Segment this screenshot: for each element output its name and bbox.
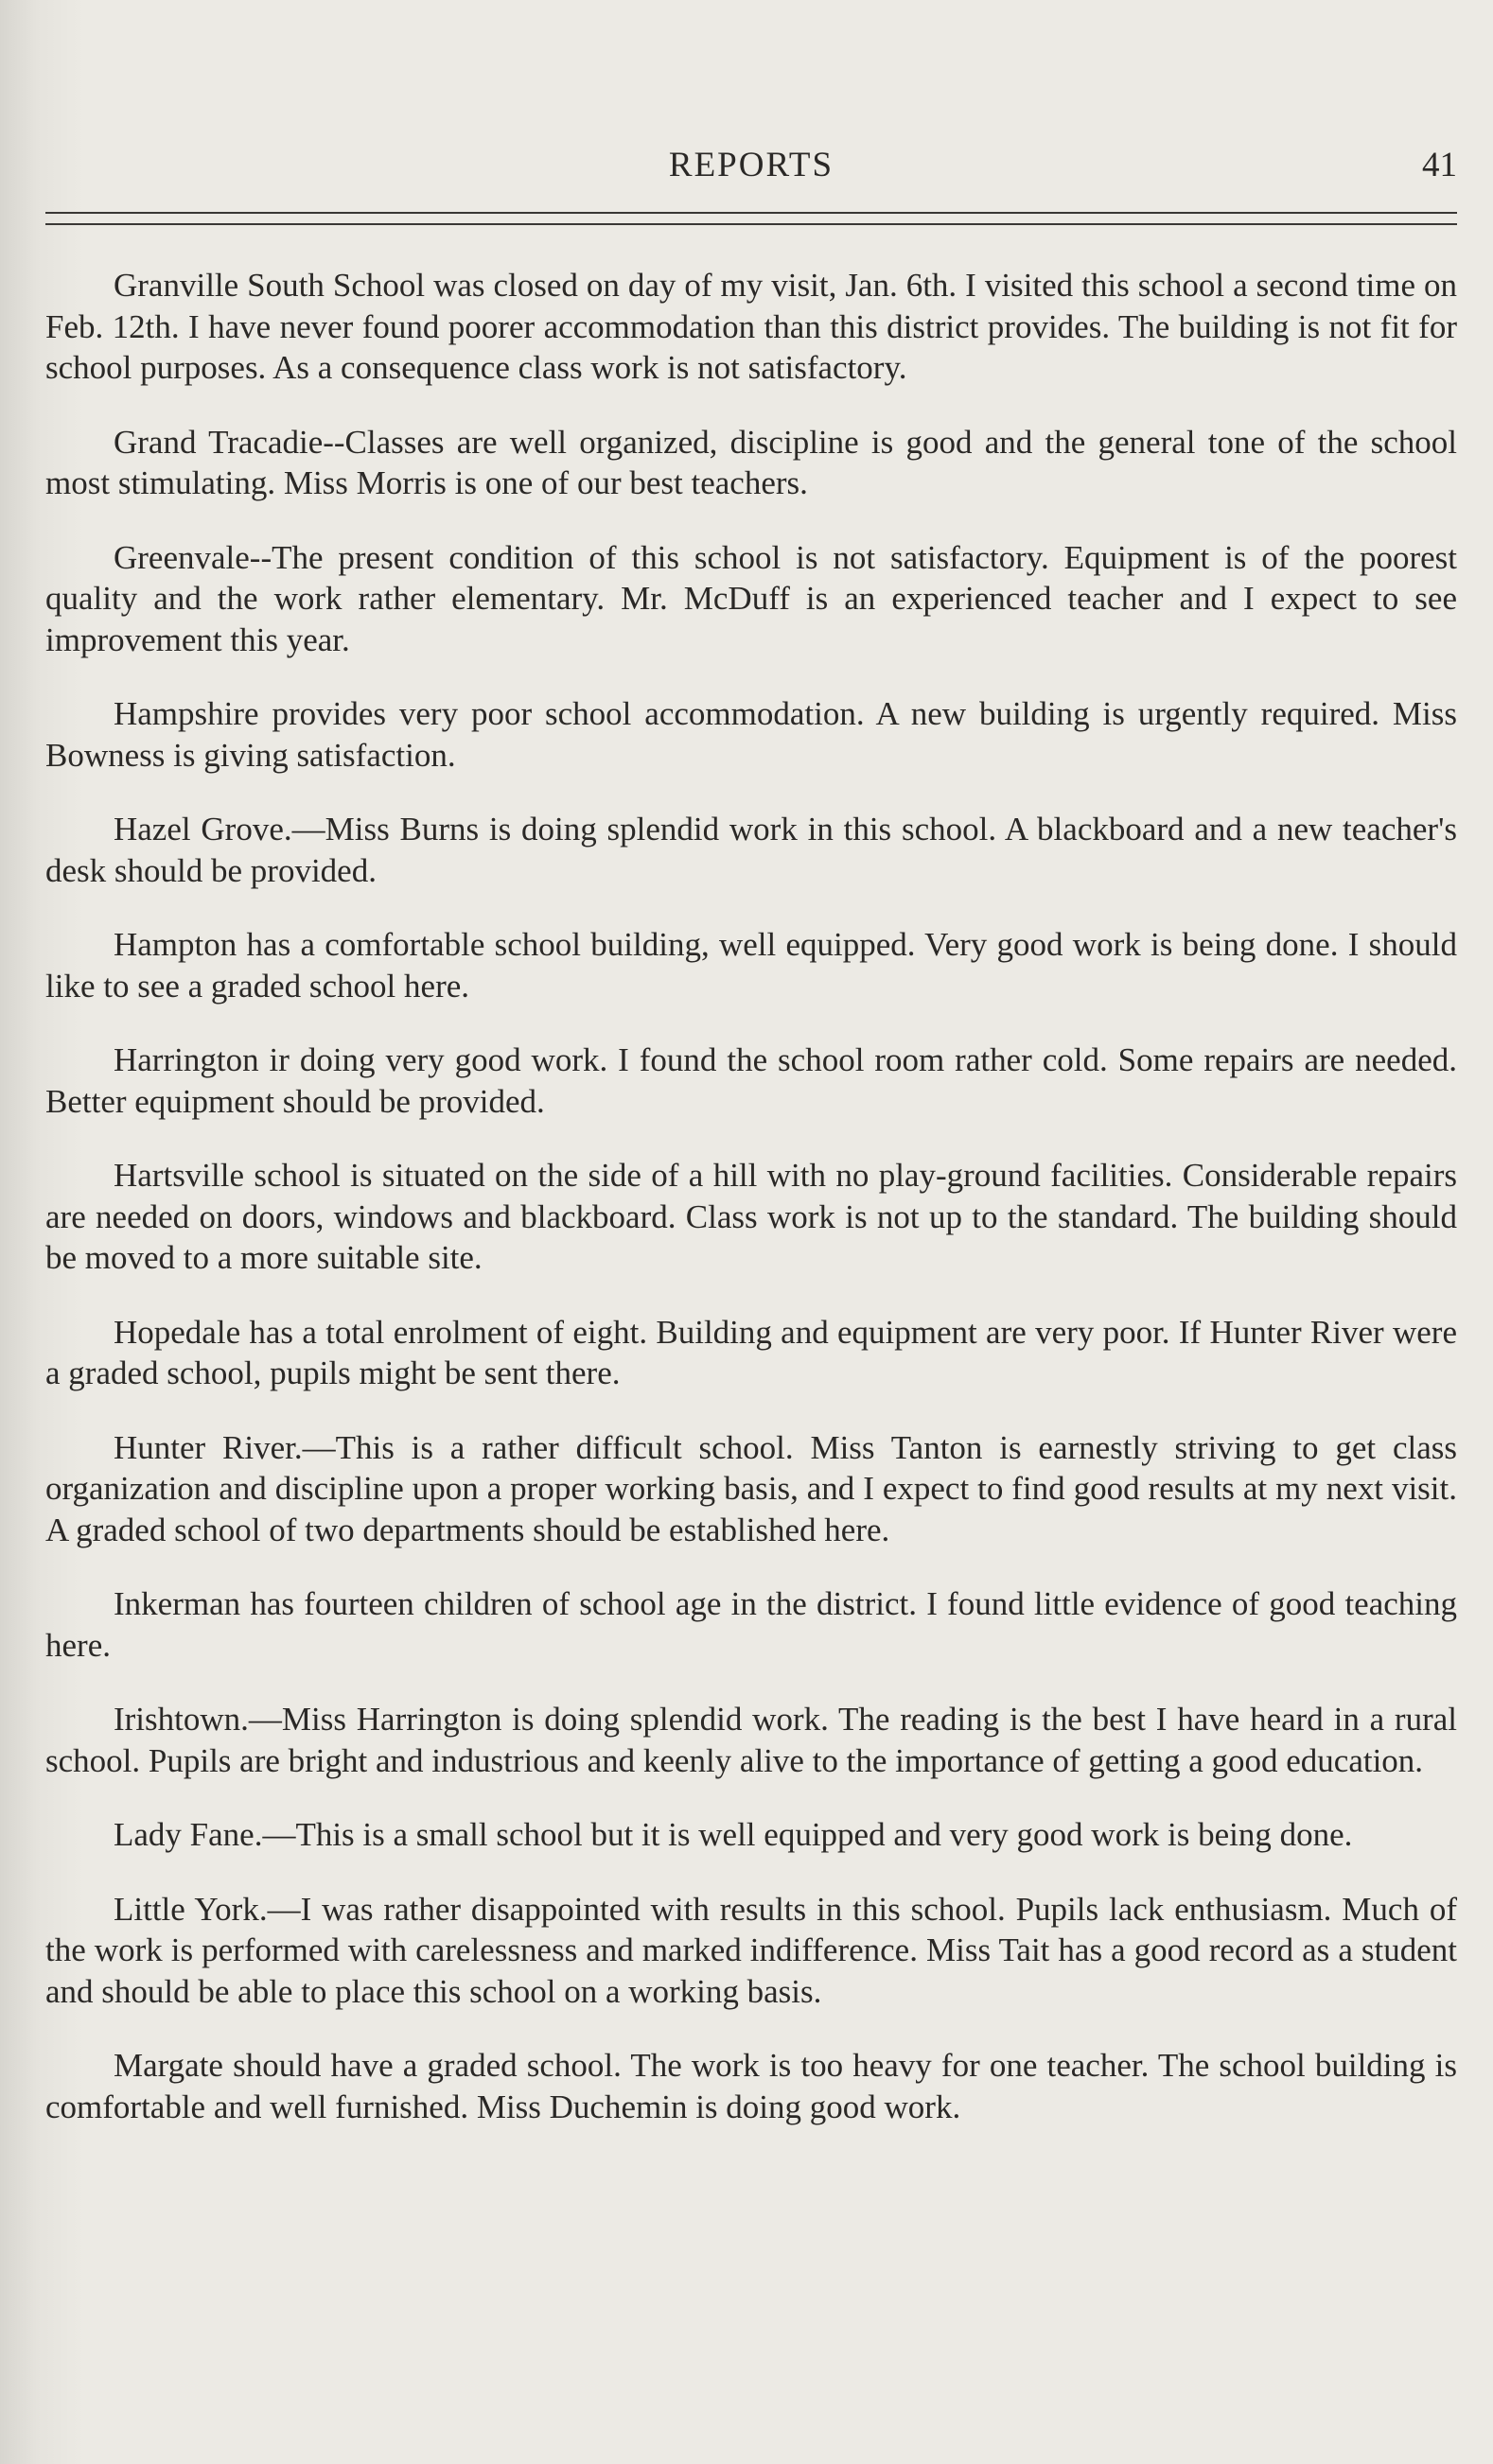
paragraph-grand-tracadie: Grand Tracadie--Classes are well organized, discipline is good and the general tone of the school most stimulating. Miss Morris is one of our best teachers. [45, 423, 1457, 501]
paragraph-harrington: Harrington ir doing very good work. I found the school room rather cold. Some repairs are needed. Better equipment should be provided. [45, 1041, 1457, 1120]
header-rule-bottom [45, 223, 1457, 225]
paragraph-hampton: Hampton has a comfortable school building, well equipped. Very good work is being done. I should like to see a graded school here. [45, 926, 1457, 1005]
paragraph-greenvale: Greenvale--The present condition of this school is not satisfactory. Equipment is of the poorest quality and the work rather elementary. Mr. McDuff is an experienced teacher and I expect to see improvement this year. [45, 538, 1457, 658]
paragraph-inkerman: Inkerman has fourteen children of school age in the district. I found little evidence of good teaching here. [45, 1585, 1457, 1664]
paragraph-hunter-river: Hunter River.—This is a rather difficult school. Miss Tanton is earnestly striving to get class organization and discipline upon a proper working basis, and I expect to find good results at my next visit. A graded school of two departments should be established here. [45, 1428, 1457, 1548]
running-head: REPORTS [668, 146, 834, 184]
header-rule-top [45, 212, 1457, 214]
paragraph-hampshire: Hampshire provides very poor school accommodation. A new building is urgently required. Miss Bowness is giving satisfaction. [45, 695, 1457, 774]
paragraph-hazel-grove: Hazel Grove.—Miss Burns is doing splendid work in this school. A blackboard and a new teacher's desk should be provided. [45, 811, 1457, 889]
paragraph-hartsville: Hartsville school is situated on the side of a hill with no play-ground facilities. Considerable repairs are needed on doors, windows and blackboard. Class work is not up to the standard. The building should be moved to a more suitable site. [45, 1157, 1457, 1276]
paragraph-little-york: Little York.—I was rather disappointed with results in this school. Pupils lack enthusiasm. Much of the work is performed with carelessness and marked indifference. Miss Tait has a good record as a student and should be able to place this school on a working basis. [45, 1890, 1457, 2010]
report-body [45, 265, 1457, 2160]
paragraph-granville-south: Granville South School was closed on day of my visit, Jan. 6th. I visited this school a second time on Feb. 12th. I have never found poorer accommodation than this district provides. The building is not fit for school purposes. As a consequence class work is not satisfactory. [45, 267, 1457, 386]
paragraph-hopedale: Hopedale has a total enrolment of eight. Building and equipment are very poor. If Hunter River were a graded school, pupils might be sent there. [45, 1313, 1457, 1391]
paragraph-lady-fane: Lady Fane.—This is a small school but it is well equipped and very good work is being done. [114, 1816, 1353, 1853]
paragraph-margate: Margate should have a graded school. The work is too heavy for one teacher. The school building is comfortable and well furnished. Miss Duchemin is doing good work. [45, 2047, 1457, 2125]
paragraph-irishtown: Irishtown.—Miss Harrington is doing splendid work. The reading is the best I have heard in a rural school. Pupils are bright and industrious and keenly alive to the importance of getting a good education. [45, 1701, 1457, 1779]
page-header [45, 142, 1457, 189]
page-number: 41 [1422, 146, 1457, 184]
